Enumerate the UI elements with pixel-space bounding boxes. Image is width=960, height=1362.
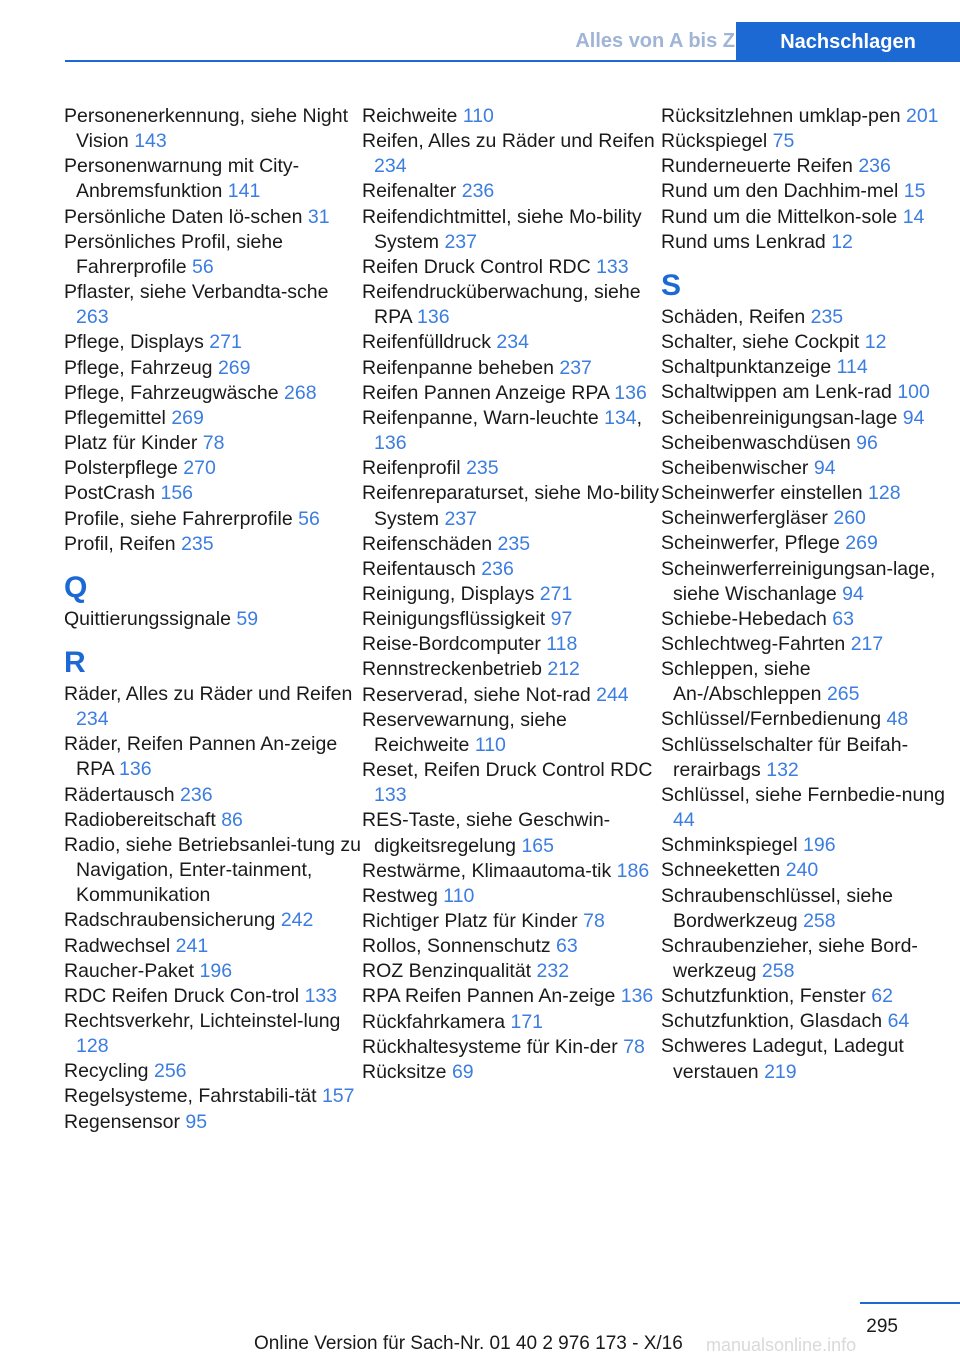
- page-header: [0, 0, 960, 62]
- index-entry-text: Scheinwerfer einstellen: [661, 482, 863, 505]
- index-entry: Reifenpanne, Warn-leuchte 134, 136: [362, 406, 643, 455]
- index-entry-text: Persönliches Profil, siehe Fahrerprofile: [64, 230, 283, 278]
- index-entry: [661, 305, 960, 330]
- index-entry-text: Räder, Reifen Pannen An-zeige RPA: [64, 733, 338, 781]
- index-entry-text: Schneeketten: [661, 859, 781, 882]
- page-link[interactable]: 75: [772, 130, 795, 153]
- page-link[interactable]: 235: [466, 457, 499, 480]
- index-entry: [661, 456, 960, 481]
- index-entry: [362, 381, 662, 406]
- index-entry-text: Rücksitze: [362, 1060, 447, 1083]
- page-link[interactable]: 196: [803, 834, 836, 857]
- page-link[interactable]: 241: [175, 934, 209, 957]
- index-entry: [362, 1060, 662, 1085]
- page-link[interactable]: 136: [119, 758, 152, 781]
- index-entry: [362, 104, 662, 129]
- index-entry-text: Profile, siehe Fahrerprofile: [64, 507, 293, 530]
- page-link[interactable]: 235: [181, 532, 214, 555]
- page-link[interactable]: 237: [444, 230, 477, 253]
- index-entry: [64, 431, 364, 456]
- index-entry: [64, 330, 364, 355]
- index-entry: [362, 532, 662, 557]
- index-entry: [64, 808, 364, 833]
- index-column-3: [661, 104, 960, 1085]
- index-entry: [362, 255, 662, 280]
- index-entry-text: Reserverad, siehe Not-rad: [362, 683, 591, 706]
- index-entry: [64, 507, 364, 532]
- page-link[interactable]: 134: [604, 406, 637, 429]
- index-entry-text: Reifenreparaturset, siehe Mo-bility System: [362, 482, 659, 530]
- page-link[interactable]: 136: [620, 985, 654, 1008]
- page-link[interactable]: 128: [76, 1035, 109, 1058]
- index-entry: [64, 481, 364, 506]
- index-entry-text: Polsterpflege: [64, 457, 178, 480]
- page-link[interactable]: 14: [902, 205, 925, 228]
- index-entry-text: Recycling: [64, 1060, 149, 1083]
- page-link[interactable]: 69: [451, 1060, 474, 1083]
- index-entry: [661, 205, 960, 230]
- index-entry: [661, 884, 960, 934]
- page-link[interactable]: 128: [868, 482, 901, 505]
- index-entry: [661, 330, 960, 355]
- index-entry: [362, 179, 662, 204]
- page-link[interactable]: 64: [887, 1010, 910, 1033]
- index-entry: [362, 708, 662, 758]
- index-entry-text: Regensensor: [64, 1110, 180, 1133]
- index-entry-text: Reservewarnung, siehe Reichweite: [362, 708, 567, 756]
- index-entry-text: Reifendichtmittel, siehe Mo-bility System: [362, 205, 642, 253]
- index-entry: [64, 205, 364, 230]
- page-link[interactable]: 256: [153, 1060, 187, 1083]
- index-entry-text: Rückfahrkamera: [362, 1010, 506, 1033]
- index-entry-text: Reifentausch: [362, 557, 476, 580]
- index-entry: [661, 355, 960, 380]
- index-entry-text: RES-Taste, siehe Geschwin-digkeitsregelung: [362, 809, 611, 857]
- header-rule: [65, 60, 736, 62]
- index-entry-text: Rädertausch: [64, 783, 175, 806]
- index-entry: [661, 1034, 960, 1084]
- index-entry: [661, 481, 960, 506]
- page-link[interactable]: 258: [803, 909, 836, 932]
- index-entry: [661, 431, 960, 456]
- index-entry: [64, 456, 364, 481]
- index-entry-text: Profil, Reifen: [64, 532, 176, 555]
- index-entry-text: Raucher-Paket: [64, 959, 195, 982]
- index-entry: [661, 179, 960, 204]
- index-entry-text: Räder, Alles zu Räder und Reifen: [64, 682, 353, 705]
- index-letter-heading: S: [661, 268, 682, 302]
- page-link[interactable]: 118: [546, 633, 578, 656]
- index-entry: [661, 607, 960, 632]
- index-entry-text: RDC Reifen Druck Con-trol: [64, 984, 300, 1007]
- index-entry: [362, 330, 662, 355]
- index-entry: [362, 205, 662, 255]
- index-entry: [362, 280, 662, 330]
- index-entry: [661, 858, 960, 883]
- page-link[interactable]: 95: [185, 1110, 208, 1133]
- page-link[interactable]: 201: [905, 105, 939, 127]
- index-entry-text: ROZ Benzinqualität: [362, 960, 532, 983]
- page-link[interactable]: 97: [550, 608, 573, 631]
- index-entry-text: Richtiger Platz für Kinder: [362, 910, 578, 932]
- index-entry: [362, 456, 662, 481]
- index-entry-text: Schutzfunktion, Glasdach: [661, 1010, 883, 1033]
- page-link[interactable]: 15: [903, 180, 926, 203]
- index-entry-text: Personenwarnung mit City-Anbremsfunktion: [64, 155, 300, 203]
- page-link[interactable]: 96: [856, 431, 878, 454]
- index-entry-text: Runderneuerte Reifen: [661, 155, 853, 178]
- page-link[interactable]: 110: [474, 733, 506, 756]
- watermark: manualsonline.info: [706, 1335, 857, 1355]
- index-entry-text: Reifen, Alles zu Räder und Reifen: [362, 130, 655, 153]
- index-entry-text: Schlechtweg-Fahrten: [661, 632, 846, 655]
- index-entry-text: Personenerkennung, siehe Night Vision: [64, 105, 349, 153]
- page-link[interactable]: 240: [785, 859, 819, 882]
- index-entry: [362, 582, 662, 607]
- page-link[interactable]: 133: [304, 984, 338, 1007]
- index-entry-text: Reise-Bordcomputer: [362, 633, 541, 656]
- index-entry: [64, 833, 364, 908]
- index-entry-text: Regelsysteme, Fahrstabili-tät: [64, 1085, 317, 1108]
- page-link[interactable]: 270: [183, 457, 216, 480]
- page-link[interactable]: 63: [832, 607, 854, 630]
- index-entry-text: Pflege, Fahrzeug: [64, 356, 213, 379]
- index-entry: [64, 356, 364, 381]
- index-entry-text: Reifenfülldruck: [362, 331, 491, 354]
- index-entry: [362, 481, 662, 531]
- page-link[interactable]: 232: [536, 960, 570, 983]
- index-entry-text: Reifenpanne beheben: [362, 356, 554, 379]
- index-entry: [362, 758, 662, 808]
- index-entry: [661, 657, 960, 707]
- index-entry: [661, 406, 960, 431]
- page-link[interactable]: 132: [766, 758, 799, 781]
- page-link[interactable]: 78: [202, 432, 225, 455]
- page-link[interactable]: 136: [614, 381, 647, 404]
- index-entry-text: Schweres Ladegut, Ladegut verstauen: [661, 1035, 904, 1083]
- index-entry: [362, 632, 662, 657]
- page-link[interactable]: 235: [497, 532, 531, 555]
- index-entry-text: Rennstreckenbetrieb: [362, 658, 542, 681]
- index-entry-text: Pflege, Displays: [64, 331, 204, 354]
- index-entry: [661, 783, 960, 833]
- index-entry-text: Reifenalter: [362, 180, 457, 203]
- page-link[interactable]: 114: [836, 356, 868, 379]
- page-link[interactable]: 235: [810, 305, 844, 328]
- page-link[interactable]: 271: [539, 582, 573, 605]
- page-link[interactable]: 217: [850, 632, 884, 655]
- page-link[interactable]: 234: [496, 331, 529, 354]
- index-entry-text: Schutzfunktion, Fenster: [661, 985, 866, 1008]
- index-entry: [362, 934, 662, 959]
- page-link[interactable]: 136: [374, 432, 407, 455]
- index-entry: [64, 984, 364, 1009]
- page-link[interactable]: 236: [180, 783, 213, 806]
- index-entry: [64, 1059, 364, 1084]
- index-entry: [64, 908, 364, 933]
- index-entry: [362, 657, 662, 682]
- index-entry: [661, 104, 960, 129]
- page-link[interactable]: 110: [443, 884, 475, 907]
- index-column-2: [362, 104, 662, 1085]
- page-link[interactable]: 56: [298, 507, 320, 530]
- index-entry-text: Reifen Druck Control RDC: [362, 255, 591, 278]
- index-entry: [661, 632, 960, 657]
- index-entry: [64, 783, 364, 808]
- index-entry-text: Rund um den Dachhim-mel: [661, 180, 899, 203]
- footer-rule: [860, 1302, 960, 1304]
- index-entry: [64, 104, 364, 154]
- index-entry-text: Radiobereitschaft: [64, 808, 216, 831]
- index-entry-text: Reset, Reifen Druck Control RDC: [362, 759, 653, 782]
- index-entry: [661, 707, 960, 732]
- index-entry-text: Scheinwerferreinigungsan-lage, siehe Wischanlage: [661, 557, 936, 605]
- page-link[interactable]: 44: [673, 809, 695, 832]
- page-link[interactable]: 141: [227, 180, 261, 203]
- index-entry-text: Pflege, Fahrzeugwäsche: [64, 381, 279, 404]
- page-link[interactable]: 236: [481, 557, 514, 580]
- index-entry-text: Reichweite: [362, 105, 458, 127]
- index-entry: [362, 984, 662, 1009]
- page-link[interactable]: 133: [374, 784, 407, 807]
- index-entry-text: Rund um die Mittelkon-sole: [661, 205, 898, 228]
- index-entry-text: Radwechsel: [64, 934, 171, 957]
- index-entry-text: Reifenschäden: [362, 532, 493, 555]
- index-entry: [661, 154, 960, 179]
- index-entry: [362, 1010, 662, 1035]
- index-entry-text: Rollos, Sonnenschutz: [362, 935, 551, 958]
- page-link[interactable]: 12: [831, 230, 853, 253]
- footer-note: Online Version für Sach-Nr. 01 40 2 976 173 - X/16: [254, 1333, 683, 1354]
- page-link[interactable]: 212: [547, 658, 580, 681]
- index-entry-text: Reifenprofil: [362, 457, 461, 480]
- index-entry-text: Schalter, siehe Cockpit: [661, 331, 860, 354]
- index-entry-text: Schlüsselschalter für Beifah-rerairbags: [661, 733, 909, 781]
- index-entry: [64, 280, 364, 330]
- chapter-tab: Nachschlagen: [736, 22, 960, 62]
- index-letter-heading: R: [64, 645, 86, 679]
- index-entry: [362, 557, 662, 582]
- index-entry-text: Reinigung, Displays: [362, 582, 535, 605]
- page-link[interactable]: 234: [76, 708, 109, 731]
- page-link[interactable]: 78: [623, 1035, 645, 1058]
- index-entry-text: Quittierungssignale: [64, 607, 231, 630]
- index-entry: [64, 934, 364, 959]
- index-entry-text: Restweg: [362, 884, 438, 907]
- page-link[interactable]: 269: [171, 406, 204, 429]
- index-entry: [661, 934, 960, 984]
- index-entry: [661, 506, 960, 531]
- index-entry-text: Scheibenreinigungsan-lage: [661, 406, 898, 429]
- index-entry-text: Scheinwerfer, Pflege: [661, 532, 840, 555]
- index-entry: [661, 984, 960, 1009]
- index-entry-text: Schlüssel, siehe Fernbedie-nung: [661, 783, 946, 806]
- page-link[interactable]: 269: [845, 532, 878, 555]
- index-entry: [661, 129, 960, 154]
- index-entry: [661, 557, 960, 607]
- index-entry: [362, 884, 662, 909]
- page-link[interactable]: 236: [858, 155, 891, 178]
- index-entry: [362, 959, 662, 984]
- page-link[interactable]: 260: [833, 507, 866, 530]
- page-link[interactable]: 244: [596, 683, 629, 706]
- index-entry-text: Persönliche Daten lö-schen: [64, 205, 303, 228]
- index-entry-text: Schlüssel/Fernbedienung: [661, 708, 882, 731]
- page-link[interactable]: 219: [764, 1060, 797, 1083]
- page-link[interactable]: 186: [616, 859, 650, 882]
- page-link[interactable]: 268: [284, 381, 317, 404]
- page-link[interactable]: 56: [191, 255, 214, 278]
- index-entry-text: Scheibenwaschdüsen: [661, 431, 851, 454]
- page-link[interactable]: 242: [280, 909, 314, 932]
- index-entry-text: Reifen Pannen Anzeige RPA: [362, 381, 609, 404]
- page-link[interactable]: 12: [864, 331, 887, 354]
- index-entry: [362, 909, 662, 934]
- page-link[interactable]: 265: [826, 683, 860, 706]
- page-number: 295: [866, 1316, 898, 1337]
- page-link[interactable]: 63: [556, 935, 578, 958]
- index-entry: [362, 356, 662, 381]
- index-entry-text: Rechtsverkehr, Lichteinstel-lung: [64, 1010, 341, 1032]
- page-link[interactable]: 237: [444, 507, 477, 530]
- index-entry-text: Rückhaltesysteme für Kin-der: [362, 1035, 618, 1058]
- index-entry-text: Schraubenzieher, siehe Bord-werkzeug: [661, 934, 918, 982]
- page-link[interactable]: 234: [374, 155, 407, 178]
- index-entry: [64, 732, 364, 782]
- index-entry: [64, 1009, 364, 1059]
- index-entry-text: Rücksitzlehnen umklap-pen: [661, 105, 901, 127]
- index-entry: [64, 1110, 364, 1135]
- index-entry-text: Scheibenwischer: [661, 456, 809, 479]
- page-link[interactable]: 31: [307, 205, 330, 228]
- page-link[interactable]: 196: [199, 959, 233, 982]
- page-link[interactable]: 171: [510, 1010, 544, 1033]
- index-entry-text: Platz für Kinder: [64, 432, 198, 455]
- index-entry: [64, 230, 364, 280]
- index-entry: [661, 833, 960, 858]
- index-entry: [661, 733, 960, 783]
- page-link[interactable]: 110: [462, 105, 494, 127]
- page-link[interactable]: 236: [461, 180, 495, 203]
- page-link[interactable]: 237: [559, 356, 592, 379]
- index-column-1: [64, 104, 364, 1135]
- index-entry-text: Pflegemittel: [64, 406, 166, 429]
- page-link[interactable]: 78: [583, 910, 605, 932]
- page-link[interactable]: 62: [871, 985, 893, 1008]
- page-link[interactable]: 136: [417, 306, 450, 329]
- index-entry-text: Scheinwerfergläser: [661, 507, 828, 530]
- page-link[interactable]: 258: [761, 960, 795, 982]
- index-letter-heading: Q: [64, 570, 88, 604]
- index-entry: [661, 531, 960, 556]
- index-entry: [661, 380, 960, 405]
- page-link[interactable]: 143: [134, 130, 167, 153]
- index-entry: [362, 683, 662, 708]
- index-entry-text: Restwärme, Klimaautoma-tik: [362, 859, 612, 882]
- index-entry: [64, 381, 364, 406]
- page-link[interactable]: 271: [209, 331, 242, 354]
- index-entry-text: Reifendrucküberwachung, siehe RPA: [362, 281, 641, 329]
- index-entry: [362, 859, 662, 884]
- page-link[interactable]: 94: [813, 456, 836, 479]
- page-link[interactable]: 133: [596, 255, 629, 278]
- index-entry-text: PostCrash: [64, 482, 156, 505]
- index-entry-text: Schaltwippen am Lenk-rad: [661, 381, 892, 404]
- index-entry-text: RPA Reifen Pannen An-zeige: [362, 985, 616, 1008]
- index-entry: [64, 1084, 364, 1109]
- index-entry-text: Radio, siehe Betriebsanlei-tung zu Navigation, Enter-tainment, Kommunikation: [64, 833, 362, 907]
- page-link[interactable]: 94: [902, 406, 925, 429]
- index-entry-text: Schraubenschlüssel, siehe Bordwerkzeug: [661, 884, 893, 932]
- index-entry: [64, 532, 364, 557]
- section-title: Alles von A bis Z: [575, 30, 735, 52]
- page-link[interactable]: 100: [897, 381, 930, 404]
- page-link[interactable]: 94: [842, 582, 864, 605]
- page-link[interactable]: 156: [160, 482, 194, 505]
- index-entry-text: Reinigungsflüssigkeit: [362, 608, 546, 631]
- page-link[interactable]: 165: [521, 834, 554, 857]
- index-entry: [64, 682, 364, 732]
- page-link[interactable]: 59: [236, 607, 259, 630]
- index-entry: [661, 230, 960, 255]
- page-link[interactable]: 86: [221, 808, 243, 831]
- page-link[interactable]: 269: [217, 356, 251, 379]
- index-entry: [362, 129, 662, 179]
- index-entry: [362, 607, 662, 632]
- index-entry: [64, 959, 364, 984]
- index-entry-text: Schleppen, siehe An-/Abschleppen: [661, 658, 822, 706]
- index-entry-text: Pflaster, siehe Verbandta-sche: [64, 281, 329, 304]
- page-link[interactable]: 263: [76, 306, 109, 329]
- index-entry: [64, 406, 364, 431]
- index-entry-text: Rückspiegel: [661, 130, 768, 153]
- index-entry-text: Schminkspiegel: [661, 834, 798, 857]
- index-entry-text: Rund ums Lenkrad: [661, 230, 826, 253]
- index-entry-text: Schiebe-Hebedach: [661, 607, 827, 630]
- index-entry-text: Reifenpanne, Warn-leuchte: [362, 406, 599, 429]
- index-entry: [661, 1009, 960, 1034]
- index-entry-text: Radschraubensicherung: [64, 909, 276, 932]
- page-link[interactable]: 157: [321, 1085, 355, 1108]
- index-entry-text: Schäden, Reifen: [661, 305, 806, 328]
- page-link[interactable]: 48: [886, 708, 909, 731]
- index-entry: [362, 808, 662, 858]
- index-entry: [64, 154, 364, 204]
- index-entry-text: Schaltpunktanzeige: [661, 356, 832, 379]
- index-entry: [362, 1035, 662, 1060]
- index-entry: [64, 607, 364, 632]
